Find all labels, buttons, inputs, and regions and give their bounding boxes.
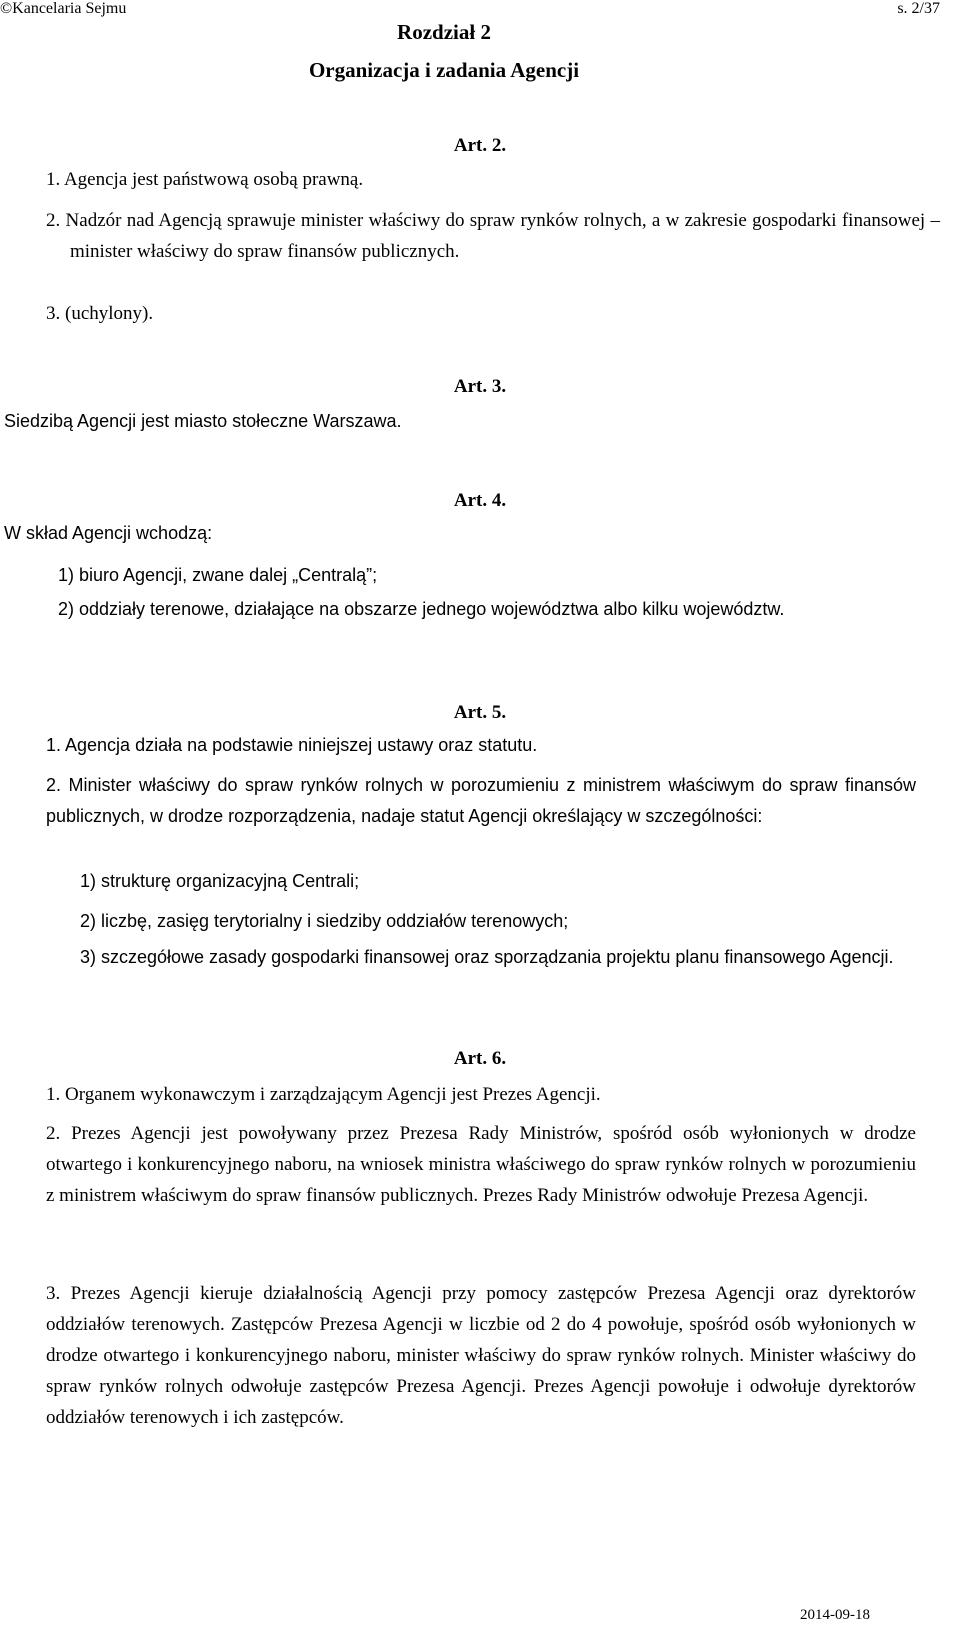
art-6-paragraph-3: 3. Prezes Agencji kieruje działalnością Agencji przy pomocy zastępców Prezesa Agencji oraz dyrektorów oddziałów terenowych. Zastępców Prezesa Agencji w liczbie od 2 do 4 powołuje, spośród osób wyłonionych w drodze otwartego i konkurencyjnego naboru, minister właściwy do spraw rynków rolnych. Minister właściwy do spraw rynków rolnych odwołuje zastępców Prezesa Agencji. Prezes Agencji powołuje i odwołuje dyrektorów oddziałów terenowych i ich zastępców. xyxy=(46,1283,916,1428)
art-4-item-2: 2) oddziały terenowe, działające na obszarze jednego województwa albo kilku województw. xyxy=(58,599,785,619)
art-4-intro: W skład Agencji wchodzą: xyxy=(4,523,213,543)
art-2-heading: Art. 2. xyxy=(453,135,507,156)
art-6-paragraph-1: 1. Organem wykonawczym i zarządzającym Agencji jest Prezes Agencji. xyxy=(46,1084,601,1105)
art-5-paragraph-1: 1. Agencja działa na podstawie niniejszej ustawy oraz statutu. xyxy=(46,735,538,755)
art-3-paragraph: Siedzibą Agencji jest miasto stołeczne Warszawa. xyxy=(4,411,402,431)
art-4-item-1: 1) biuro Agencji, zwane dalej „Centralą”; xyxy=(58,565,378,585)
chapter-title: Organizacja i zadania Agencji xyxy=(308,58,580,82)
art-5-item-3: 3) szczegółowe zasady gospodarki finansowej oraz sporządzania projektu planu finansowego Agencji. xyxy=(80,947,894,967)
header-copyright: ©Kancelaria Sejmu xyxy=(0,0,127,17)
header-page-number: s. 2/37 xyxy=(897,0,940,17)
art-3-heading: Art. 3. xyxy=(453,376,507,397)
chapter-number: Rozdział 2 xyxy=(397,20,491,44)
art-2-paragraph-3: 3. (uchylony). xyxy=(46,303,154,324)
art-5-item-2: 2) liczbę, zasięg terytorialny i siedziby oddziałów terenowych; xyxy=(80,911,569,931)
art-2-paragraph-2: 2. Nadzór nad Agencją sprawuje minister właściwy do spraw rynków rolnych, a w zakresie gospodarki finansowej – minister właściwy do spraw finansów publicznych. xyxy=(46,210,940,262)
art-2-paragraph-1: 1. Agencja jest państwową osobą prawną. xyxy=(46,169,364,190)
art-5-item-1: 1) strukturę organizacyjną Centrali; xyxy=(80,871,360,891)
art-4-heading: Art. 4. xyxy=(453,490,507,511)
art-5-paragraph-2: 2. Minister właściwy do spraw rynków rolnych w porozumieniu z ministrem właściwym do spraw finansów publicznych, w drodze rozporządzenia, nadaje statut Agencji określający w szczególności: xyxy=(46,775,916,826)
art-6-paragraph-2: 2. Prezes Agencji jest powoływany przez Prezesa Rady Ministrów, spośród osób wyłonionych w drodze otwartego i konkurencyjnego naboru, na wniosek ministra właściwego do spraw rynków rolnych w porozumieniu z ministrem właściwym do spraw finansów publicznych. Prezes Rady Ministrów odwołuje Prezesa Agencji. xyxy=(46,1123,916,1206)
footer-date: 2014-09-18 xyxy=(800,1607,870,1623)
art-6-heading: Art. 6. xyxy=(453,1048,507,1069)
art-5-heading: Art. 5. xyxy=(453,702,507,723)
